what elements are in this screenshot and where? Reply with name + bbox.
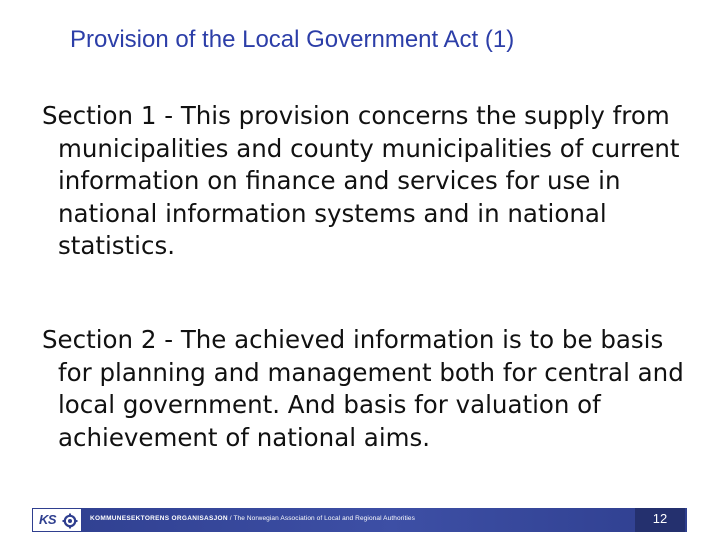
page-number: 12 xyxy=(652,511,668,526)
footer-bar xyxy=(32,508,687,532)
organisation-name-separator: / xyxy=(227,515,234,522)
organisation-name xyxy=(90,515,415,522)
ks-logo-text: KS xyxy=(39,512,57,527)
section-2-paragraph: Section 2 - The achieved information is to be basis for planning and management both for central and local government. And basis for valuation of achievement of national aims. xyxy=(42,325,684,452)
slide-title: Provision of the Local Government Act (1) xyxy=(70,26,515,53)
gear-icon xyxy=(62,513,78,529)
ks-logo xyxy=(32,508,82,532)
page-number-box xyxy=(635,508,685,532)
section-1-paragraph: Section 1 - This provision concerns the supply from municipalities and county municipalities of current information on finance and services for use in national information systems and in national statistics. xyxy=(42,101,680,260)
organisation-name-norwegian: KOMMUNESEKTORENS ORGANISASJON xyxy=(90,515,228,522)
organisation-name-english: The Norwegian Association of Local and Regional Authorities xyxy=(233,515,415,522)
